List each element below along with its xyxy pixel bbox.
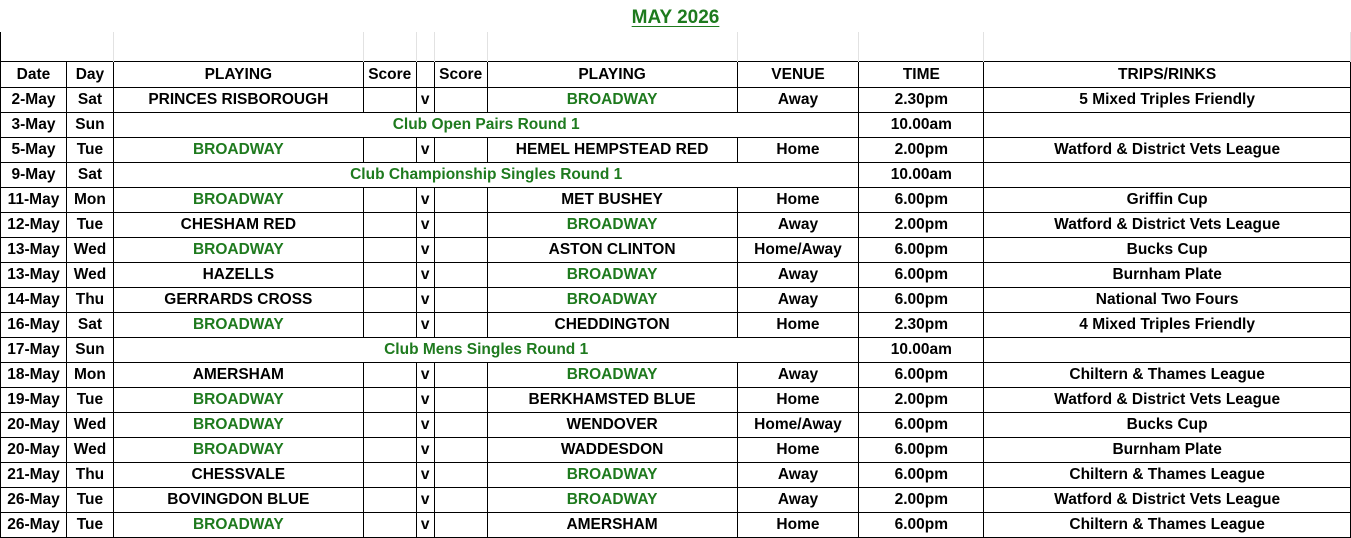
trips-rinks-cell: Burnham Plate — [984, 438, 1351, 463]
date-cell: 11-May — [1, 188, 67, 213]
day-cell: Sun — [66, 338, 113, 363]
trips-rinks-cell: National Two Fours — [984, 288, 1351, 313]
home-score-cell — [363, 263, 416, 288]
vs-cell: v — [416, 488, 434, 513]
page-title — [0, 4, 1351, 32]
home-score-cell — [363, 438, 416, 463]
day-cell: Sat — [66, 163, 113, 188]
day-cell: Tue — [66, 213, 113, 238]
fixture-row — [1, 88, 1351, 113]
fixture-row — [1, 263, 1351, 288]
away-team-cell: CHEDDINGTON — [487, 313, 737, 338]
vs-cell: v — [416, 188, 434, 213]
trips-rinks-cell: Bucks Cup — [984, 238, 1351, 263]
trips-rinks-cell: Chiltern & Thames League — [984, 513, 1351, 538]
venue-cell: Home/Away — [737, 238, 859, 263]
trips-rinks-cell: Chiltern & Thames League — [984, 363, 1351, 388]
away-team-cell: ASTON CLINTON — [487, 238, 737, 263]
date-cell: 19-May — [1, 388, 67, 413]
away-score-cell — [434, 288, 487, 313]
venue-cell: Home/Away — [737, 413, 859, 438]
date-cell: 12-May — [1, 213, 67, 238]
date-cell: 26-May — [1, 513, 67, 538]
trips-rinks-cell: Watford & District Vets League — [984, 213, 1351, 238]
home-score-cell — [363, 388, 416, 413]
home-score-cell — [363, 313, 416, 338]
header-trips-rinks: TRIPS/RINKS — [984, 62, 1351, 88]
trips-rinks-cell: Burnham Plate — [984, 263, 1351, 288]
home-score-cell — [363, 238, 416, 263]
away-score-cell — [434, 513, 487, 538]
trips-rinks-cell: 4 Mixed Triples Friendly — [984, 313, 1351, 338]
time-cell: 6.00pm — [859, 238, 984, 263]
home-team-cell: BROADWAY — [113, 313, 363, 338]
vs-cell: v — [416, 138, 434, 163]
time-cell: 6.00pm — [859, 513, 984, 538]
trips-rinks-cell: Chiltern & Thames League — [984, 463, 1351, 488]
vs-cell: v — [416, 313, 434, 338]
date-cell: 17-May — [1, 338, 67, 363]
home-score-cell — [363, 88, 416, 113]
time-cell: 2.00pm — [859, 488, 984, 513]
header-score-away: Score — [434, 62, 487, 88]
venue-cell: Home — [737, 313, 859, 338]
away-team-cell: WADDESDON — [487, 438, 737, 463]
vs-cell: v — [416, 388, 434, 413]
header-playing-home: PLAYING — [113, 62, 363, 88]
date-cell: 5-May — [1, 138, 67, 163]
trips-rinks-cell: Bucks Cup — [984, 413, 1351, 438]
home-team-cell: BROADWAY — [113, 188, 363, 213]
event-cell: Club Championship Singles Round 1 — [113, 163, 859, 188]
day-cell: Mon — [66, 363, 113, 388]
venue-cell: Away — [737, 288, 859, 313]
home-score-cell — [363, 413, 416, 438]
day-cell: Wed — [66, 238, 113, 263]
away-score-cell — [434, 88, 487, 113]
fixture-row — [1, 288, 1351, 313]
event-cell: Club Open Pairs Round 1 — [113, 113, 859, 138]
header-vs — [416, 62, 434, 88]
day-cell: Tue — [66, 138, 113, 163]
away-score-cell — [434, 213, 487, 238]
home-score-cell — [363, 288, 416, 313]
venue-cell: Home — [737, 138, 859, 163]
home-score-cell — [363, 138, 416, 163]
home-team-cell: HAZELLS — [113, 263, 363, 288]
venue-cell: Away — [737, 488, 859, 513]
venue-cell: Home — [737, 388, 859, 413]
time-cell: 2.30pm — [859, 88, 984, 113]
date-cell: 18-May — [1, 363, 67, 388]
vs-cell: v — [416, 363, 434, 388]
day-cell: Thu — [66, 288, 113, 313]
date-cell: 13-May — [1, 263, 67, 288]
date-cell: 21-May — [1, 463, 67, 488]
time-cell: 6.00pm — [859, 188, 984, 213]
vs-cell: v — [416, 513, 434, 538]
fixture-row — [1, 238, 1351, 263]
day-cell: Sun — [66, 113, 113, 138]
home-score-cell — [363, 488, 416, 513]
date-cell: 2-May — [1, 88, 67, 113]
vs-cell: v — [416, 213, 434, 238]
date-cell: 13-May — [1, 238, 67, 263]
date-cell: 3-May — [1, 113, 67, 138]
time-cell: 2.30pm — [859, 313, 984, 338]
time-cell: 2.00pm — [859, 388, 984, 413]
away-score-cell — [434, 438, 487, 463]
vs-cell: v — [416, 238, 434, 263]
venue-cell: Home — [737, 513, 859, 538]
home-team-cell: AMERSHAM — [113, 363, 363, 388]
day-cell: Tue — [66, 388, 113, 413]
trips-rinks-cell: 5 Mixed Triples Friendly — [984, 88, 1351, 113]
date-cell: 9-May — [1, 163, 67, 188]
time-cell: 6.00pm — [859, 438, 984, 463]
home-team-cell: BROADWAY — [113, 438, 363, 463]
time-cell: 6.00pm — [859, 463, 984, 488]
fixture-row — [1, 188, 1351, 213]
away-team-cell: AMERSHAM — [487, 513, 737, 538]
day-cell: Sat — [66, 313, 113, 338]
fixture-row — [1, 413, 1351, 438]
away-score-cell — [434, 188, 487, 213]
fixtures-body — [1, 32, 1351, 538]
spacer-row — [1, 32, 1351, 62]
header-row — [1, 62, 1351, 88]
home-team-cell: CHESHAM RED — [113, 213, 363, 238]
header-day: Day — [66, 62, 113, 88]
home-team-cell: BROADWAY — [113, 413, 363, 438]
day-cell: Wed — [66, 413, 113, 438]
time-cell: 6.00pm — [859, 413, 984, 438]
fixtures-table — [0, 32, 1351, 538]
fixture-row — [1, 163, 1351, 188]
home-team-cell: CHESSVALE — [113, 463, 363, 488]
vs-cell: v — [416, 438, 434, 463]
day-cell: Mon — [66, 188, 113, 213]
home-team-cell: BROADWAY — [113, 513, 363, 538]
time-cell: 6.00pm — [859, 263, 984, 288]
venue-cell: Away — [737, 213, 859, 238]
date-cell: 16-May — [1, 313, 67, 338]
away-team-cell: BROADWAY — [487, 463, 737, 488]
away-team-cell: HEMEL HEMPSTEAD RED — [487, 138, 737, 163]
away-score-cell — [434, 413, 487, 438]
fixture-row — [1, 388, 1351, 413]
fixture-row — [1, 313, 1351, 338]
away-score-cell — [434, 263, 487, 288]
home-team-cell: GERRARDS CROSS — [113, 288, 363, 313]
home-score-cell — [363, 363, 416, 388]
vs-cell: v — [416, 88, 434, 113]
away-team-cell: MET BUSHEY — [487, 188, 737, 213]
date-cell: 20-May — [1, 413, 67, 438]
day-cell: Tue — [66, 488, 113, 513]
time-cell: 10.00am — [859, 338, 984, 363]
trips-rinks-cell: Griffin Cup — [984, 188, 1351, 213]
home-team-cell: BROADWAY — [113, 388, 363, 413]
trips-rinks-cell — [984, 163, 1351, 188]
header-date: Date — [1, 62, 67, 88]
vs-cell: v — [416, 463, 434, 488]
home-score-cell — [363, 213, 416, 238]
header-time: TIME — [859, 62, 984, 88]
home-score-cell — [363, 188, 416, 213]
time-cell: 2.00pm — [859, 213, 984, 238]
time-cell: 6.00pm — [859, 288, 984, 313]
time-cell: 10.00am — [859, 113, 984, 138]
away-score-cell — [434, 238, 487, 263]
month-title: MAY 2026 — [631, 7, 720, 28]
away-score-cell — [434, 488, 487, 513]
day-cell: Wed — [66, 438, 113, 463]
away-team-cell: WENDOVER — [487, 413, 737, 438]
trips-rinks-cell — [984, 113, 1351, 138]
venue-cell: Home — [737, 438, 859, 463]
away-score-cell — [434, 363, 487, 388]
away-team-cell: BROADWAY — [487, 363, 737, 388]
vs-cell: v — [416, 263, 434, 288]
away-score-cell — [434, 313, 487, 338]
date-cell: 26-May — [1, 488, 67, 513]
venue-cell: Away — [737, 463, 859, 488]
venue-cell: Away — [737, 363, 859, 388]
away-team-cell: BERKHAMSTED BLUE — [487, 388, 737, 413]
time-cell: 2.00pm — [859, 138, 984, 163]
fixture-row — [1, 488, 1351, 513]
day-cell: Sat — [66, 88, 113, 113]
home-score-cell — [363, 463, 416, 488]
away-score-cell — [434, 463, 487, 488]
fixture-row — [1, 113, 1351, 138]
away-team-cell: BROADWAY — [487, 88, 737, 113]
trips-rinks-cell: Watford & District Vets League — [984, 388, 1351, 413]
fixture-row — [1, 513, 1351, 538]
day-cell: Thu — [66, 463, 113, 488]
home-team-cell: BOVINGDON BLUE — [113, 488, 363, 513]
fixture-row — [1, 438, 1351, 463]
away-score-cell — [434, 388, 487, 413]
home-score-cell — [363, 513, 416, 538]
day-cell: Wed — [66, 263, 113, 288]
home-team-cell: BROADWAY — [113, 238, 363, 263]
venue-cell: Home — [737, 188, 859, 213]
time-cell: 10.00am — [859, 163, 984, 188]
vs-cell: v — [416, 288, 434, 313]
fixture-row — [1, 138, 1351, 163]
vs-cell: v — [416, 413, 434, 438]
trips-rinks-cell: Watford & District Vets League — [984, 488, 1351, 513]
home-team-cell: BROADWAY — [113, 138, 363, 163]
fixture-row — [1, 363, 1351, 388]
away-score-cell — [434, 138, 487, 163]
header-playing-away: PLAYING — [487, 62, 737, 88]
fixture-row — [1, 338, 1351, 363]
date-cell: 14-May — [1, 288, 67, 313]
fixture-row — [1, 213, 1351, 238]
time-cell: 6.00pm — [859, 363, 984, 388]
fixture-row — [1, 463, 1351, 488]
event-cell: Club Mens Singles Round 1 — [113, 338, 859, 363]
away-team-cell: BROADWAY — [487, 213, 737, 238]
header-venue: VENUE — [737, 62, 859, 88]
venue-cell: Away — [737, 88, 859, 113]
away-team-cell: BROADWAY — [487, 488, 737, 513]
date-cell: 20-May — [1, 438, 67, 463]
trips-rinks-cell: Watford & District Vets League — [984, 138, 1351, 163]
away-team-cell: BROADWAY — [487, 263, 737, 288]
header-score-home: Score — [363, 62, 416, 88]
away-team-cell: BROADWAY — [487, 288, 737, 313]
day-cell: Tue — [66, 513, 113, 538]
venue-cell: Away — [737, 263, 859, 288]
trips-rinks-cell — [984, 338, 1351, 363]
home-team-cell: PRINCES RISBOROUGH — [113, 88, 363, 113]
